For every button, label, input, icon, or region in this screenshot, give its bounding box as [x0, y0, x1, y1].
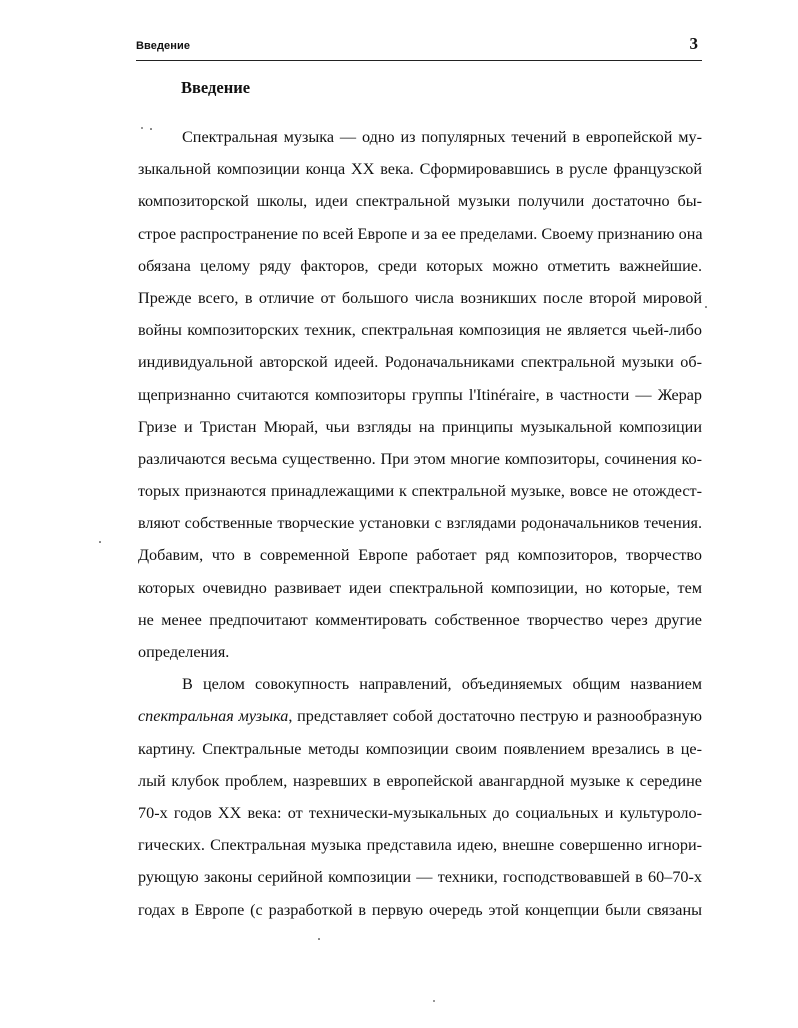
text-line: индивидуальной авторской идеей. Родоначальниками спектральной музыки об- [138, 353, 702, 372]
text-line: войны композиторских техник, спектральная композиция не является чьей-либо [138, 321, 702, 340]
text-line: композиторской школы, идеи спектральной музыки получили достаточно бы- [138, 192, 702, 211]
text-line: определения. [138, 643, 230, 661]
text-line-mixed [138, 700, 702, 732]
scan-speck [705, 306, 707, 308]
running-title: Введение [136, 40, 191, 52]
paragraph-1 [138, 121, 702, 668]
body-text [138, 121, 702, 926]
scan-speck [141, 127, 143, 129]
text-line: 70-х годов XX века: от технически-музыкальных до социальных и культуроло- [138, 803, 702, 822]
scan-speck [99, 541, 101, 543]
text-line: Спектральная музыка — одно из популярных течений в европейской му- [182, 128, 702, 146]
text-line: строе распространение по всей Европе и за ее пределами. Своему признанию она [138, 224, 703, 243]
header-rule [136, 60, 702, 61]
text-line: различаются весьма существенно. При этом многие композиторы, сочинения ко- [138, 449, 702, 468]
italic-term: спектральная музыка [138, 707, 289, 726]
text-line: вляют собственные творческие установки с взглядами родоначальников течения. [138, 514, 702, 533]
text-line: щепризнанно считаются композиторы группы l'Itinéraire, в частности — Жерар [138, 385, 702, 404]
running-header [136, 34, 700, 60]
paragraph-2 [138, 668, 702, 926]
scan-speck [318, 938, 320, 940]
text-line: Гризе и Тристан Мюрай, чьи взгляды на принципы музыкальной композиции [138, 417, 702, 436]
text-line: Добавим, что в современной Европе работает ряд композиторов, творчество [138, 546, 702, 565]
text-line: которых очевидно развивает идеи спектральной композиции, но которые, тем [138, 578, 702, 597]
text-line: рующую законы серийной композиции — техники, господствовавшей в 60–70-х [138, 868, 702, 887]
section-heading: Введение [181, 78, 251, 97]
text-line: обязана целому ряду факторов, среди которых можно отметить важнейшие. [138, 256, 702, 275]
text-line: торых признаются принадлежащими к спектральной музыке, вовсе не отождест- [138, 482, 702, 501]
scan-speck [150, 128, 152, 130]
text-line: В целом совокупность направлений, объединяемых общим названием [182, 675, 702, 694]
text-line: не менее предпочитают комментировать собственное творчество через другие [138, 610, 702, 629]
text-line: лый клубок проблем, назревших в европейской авангардной музыке к середине [138, 771, 702, 790]
text-line: Прежде всего, в отличие от большого числа возникших после второй мировой [138, 288, 702, 307]
text-line: гических. Спектральная музыка представила идею, внешне совершенно игнори- [138, 836, 702, 855]
text-line: картину. Спектральные методы композиции своим появлением врезались в це- [138, 739, 702, 758]
text-segment: , представляет собой достаточно пеструю и разнообразную [288, 707, 702, 726]
text-line: зыкальной композиции конца XX века. Сформировавшись в русле французской [138, 160, 702, 179]
scan-speck [433, 1000, 435, 1002]
text-line: годах в Европе (с разработкой в первую очередь этой концепции были связаны [138, 900, 702, 919]
page-number: 3 [689, 34, 698, 53]
